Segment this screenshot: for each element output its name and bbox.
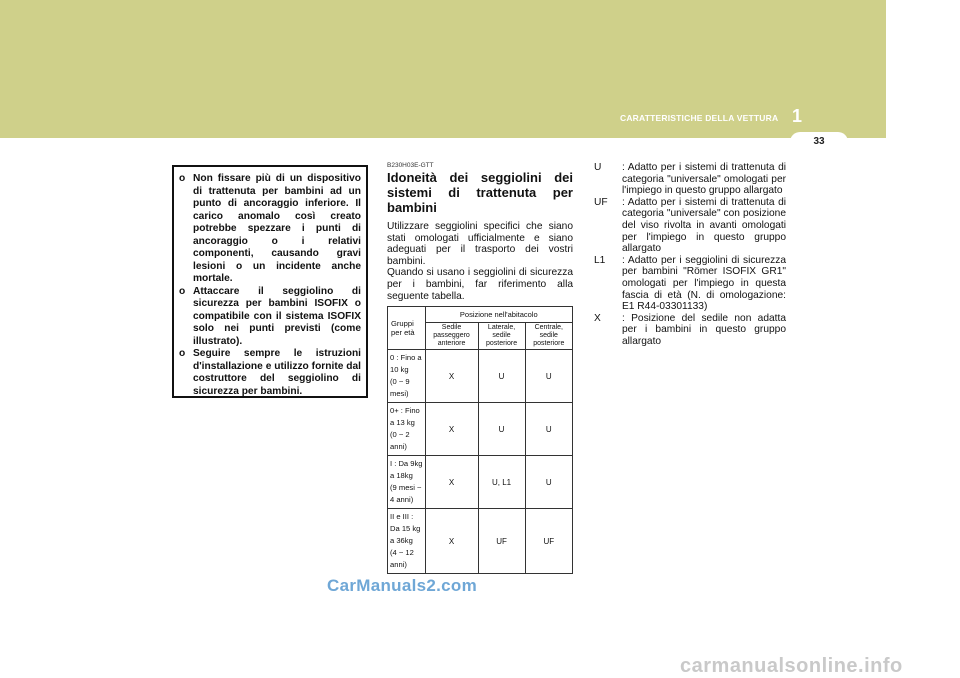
column-header: Sedile passeggero anteriore <box>425 323 478 350</box>
section-column <box>387 162 573 302</box>
group-header: Gruppi per età <box>388 307 426 350</box>
chapter-number: 1 <box>792 106 803 126</box>
watermark-carmanuals2[interactable]: CarManuals2.com <box>327 576 477 595</box>
table-row <box>388 456 573 509</box>
legend-text: : Adatto per i sistemi di trattenuta di categoria "universale" omologati per l'impiego in questo gruppo allargato <box>622 162 786 197</box>
group-cell: I : Da 9kg a 18kg (9 mesi ~ 4 anni) <box>388 456 426 509</box>
legend-text: : Posizione del sedile non adatta per i bambini in questo gruppo allargato <box>622 312 786 347</box>
bullet: o <box>179 285 186 297</box>
table-cell: U <box>525 403 572 456</box>
bullet: o <box>179 173 186 184</box>
position-header: Posizione nell'abitacolo <box>425 307 572 323</box>
legend-key: U <box>594 162 602 173</box>
legend-text: : Adatto per i sistemi di trattenuta di categoria "universale" con posizione del viso rivolta in avanti omologati per l'impiego in questo gruppo allargato <box>622 196 786 255</box>
table-cell: U <box>525 456 572 509</box>
group-cell: 0 : Fino a 10 kg (0 ~ 9 mesi) <box>388 350 426 403</box>
warning-item: o Seguire sempre le istruzioni d'installazione e utilizzo fornite dal costruttore del seggiolino di sicurezza per bambini. <box>179 348 361 397</box>
warning-item: o Attaccare il seggiolino di sicurezza per bambini ISOFIX o compatibile con il sistema ISOFIX solo nei punti previsti (come illustrato). <box>179 285 361 347</box>
table-cell: X <box>425 509 478 574</box>
chapter-title: CARATTERISTICHE DELLA VETTURA <box>620 113 779 123</box>
table-row <box>388 350 573 403</box>
legend-item <box>594 162 786 197</box>
table-cell: U <box>478 350 525 403</box>
section-paragraph: Utilizzare seggiolini specifici che siano stati omologati ufficialmente e siano adeguati per il trasporto dei vostri bambini. <box>387 221 573 267</box>
legend-text: : Adatto per i seggiolini di sicurezza per bambini "Römer ISOFIX GR1" omologati per l'impiego in questa fascia di età (N. di omologazione: E1 R44-03301133) <box>622 254 786 313</box>
table-cell: X <box>425 456 478 509</box>
table-cell: X <box>425 403 478 456</box>
table-cell: U <box>478 403 525 456</box>
column-header: Laterale, sedile posteriore <box>478 323 525 350</box>
legend-key: X <box>594 312 601 324</box>
table-row <box>388 403 573 456</box>
table-cell: UF <box>525 509 572 574</box>
section-paragraph: Quando si usano i seggiolini di sicurezza per i bambini, far riferimento alla seguente tabella. <box>387 267 573 302</box>
table-cell: U, L1 <box>478 456 525 509</box>
column-header: Centrale, sedile posteriore <box>525 323 572 350</box>
legend-key: L1 <box>594 254 606 266</box>
page-number: 33 <box>790 132 848 152</box>
seat-suitability-table <box>387 306 573 574</box>
legend-column <box>594 162 786 348</box>
table-row <box>388 509 573 574</box>
warning-box <box>172 165 368 398</box>
table-cell: X <box>425 350 478 403</box>
section-code: B230H03E-GTT <box>387 162 434 169</box>
warning-item: o Non fissare più di un dispositivo di trattenuta per bambini ad un punto di ancoraggio inferiore. Il carico anomalo così creato potrebbe spezzare i punti di ancoraggio o i relativi componenti, causando gravi lesioni o un incidente anche mortale. <box>179 173 361 284</box>
table-cell: U <box>525 350 572 403</box>
legend-item <box>594 313 786 348</box>
section-heading: Idoneità dei seggiolini dei sistemi di trattenuta per bambini <box>387 170 573 215</box>
group-cell: II e III : Da 15 kg a 36kg (4 ~ 12 anni) <box>388 509 426 574</box>
group-cell: 0+ : Fino a 13 kg (0 ~ 2 anni) <box>388 403 426 456</box>
watermark-carmanualsonline[interactable]: carmanualsonline.info <box>680 655 903 677</box>
legend-item <box>594 255 786 313</box>
table-cell: UF <box>478 509 525 574</box>
legend-item <box>594 197 786 255</box>
bullet: o <box>179 348 186 359</box>
legend-key: UF <box>594 196 608 208</box>
